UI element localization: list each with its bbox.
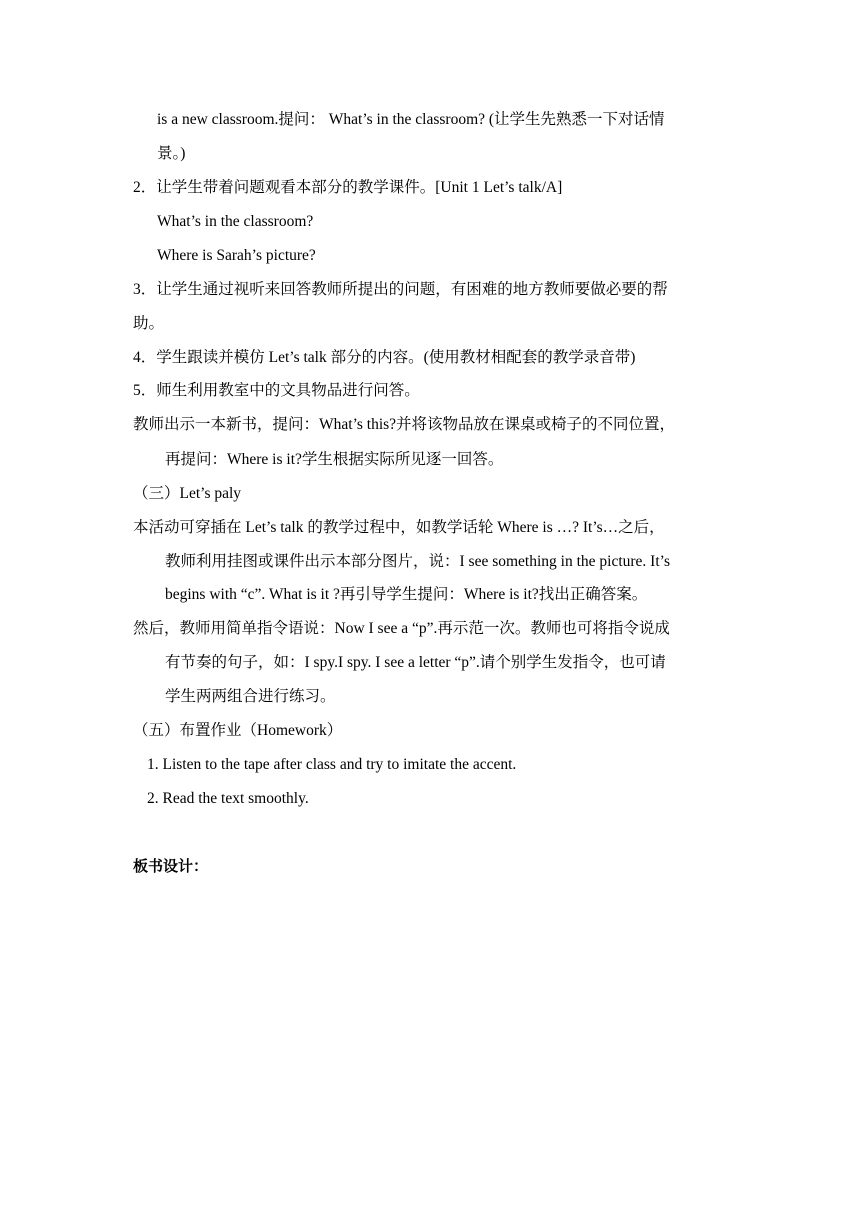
text-line: Where is Sarah’s picture? (157, 247, 316, 264)
text-line: 5．师生利用教室中的文具物品进行问答。 (133, 382, 420, 399)
text-line: 然后，教师用简单指令语说：Now I see a “p”.再示范一次。教师也可将指令说成 (133, 620, 670, 637)
text-line: 3．让学生通过视听来回答教师所提出的问题，有困难的地方教师要做必要的帮 (133, 281, 668, 298)
text-line: 学生两两组合进行练习。 (165, 688, 336, 705)
text-line: 有节奏的句子，如：I spy.I spy. I see a letter “p”.请个别学生发指令，也可请 (165, 654, 666, 671)
text-line: 景。) (157, 145, 186, 162)
homework-item: 1. Listen to the tape after class and try to imitate the accent. (147, 756, 517, 773)
text-line: 教师利用挂图或课件出示本部分图片，说：I see something in the picture. It’s (165, 553, 670, 570)
text-line: 4．学生跟读并模仿 Let’s talk 部分的内容。(使用教材相配套的教学录音带) (133, 349, 636, 366)
text-line: 再提问：Where is it?学生根据实际所见逐一回答。 (165, 451, 504, 468)
text-line: begins with “c”. What is it ?再引导学生提问：Where is it?找出正确答案。 (165, 586, 648, 603)
board-design-heading: 板书设计： (133, 857, 209, 875)
section-heading: （五）布置作业（Homework） (133, 722, 343, 739)
text-line: 助。 (133, 315, 165, 332)
text-line: 本活动可穿插在 Let’s talk 的教学过程中，如教学话轮 Where is …? It’s…之后， (133, 519, 665, 536)
section-heading: （三）Let’s paly (133, 485, 242, 502)
text-line: 2．让学生带着问题观看本部分的教学课件。[Unit 1 Let’s talk/A] (133, 179, 563, 196)
text-line: 教师出示一本新书，提问：What’s this?并将该物品放在课桌或椅子的不同位置， (133, 416, 676, 433)
homework-item: 2. Read the text smoothly. (147, 790, 309, 807)
text-line: is a new classroom.提问： What’s in the classroom? (让学生先熟悉一下对话情 (157, 111, 665, 128)
text-line: What’s in the classroom? (157, 213, 314, 230)
